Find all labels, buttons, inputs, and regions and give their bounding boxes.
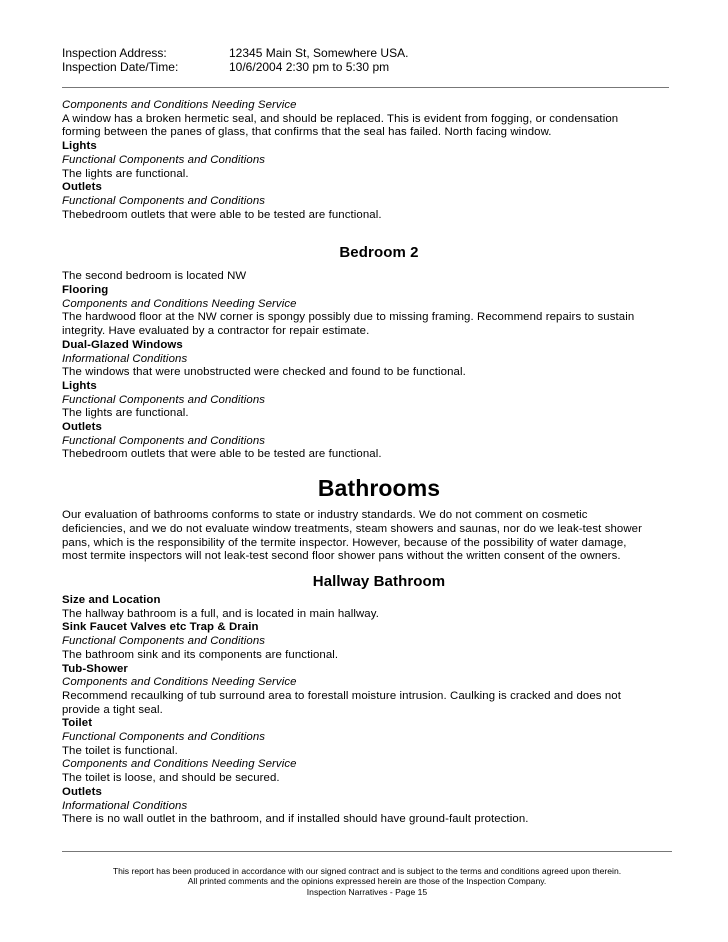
- sink-heading: Sink Faucet Valves etc Trap & Drain: [62, 621, 259, 634]
- size-location-heading: Size and Location: [62, 593, 161, 606]
- toilet-heading: Toilet: [62, 717, 93, 730]
- footer-divider: [62, 851, 672, 852]
- page-footer: [62, 866, 672, 897]
- lights-heading: Lights: [62, 140, 97, 153]
- dual-glazed-windows-heading: Dual-Glazed Windows: [62, 338, 183, 351]
- inspection-date-value: 10/6/2004 2:30 pm to 5:30 pm: [229, 60, 390, 74]
- header-divider: [62, 87, 669, 88]
- flooring-text-line: The hardwood floor at the NW corner is spongy possibly due to missing framing. Recommend repairs to sustain: [62, 311, 635, 324]
- toilet-condition: Functional Components and Conditions: [62, 731, 266, 744]
- bathrooms-intro-line: pans, which is the responsibility of the termite inspector. However, because of the possibility of water damage,: [62, 536, 627, 549]
- lights-condition: Functional Components and Conditions: [62, 393, 266, 406]
- bathrooms-intro-line: Our evaluation of bathrooms conforms to state or industry standards. We do not comment on cosmetic: [62, 509, 588, 522]
- footer-disclaimer-line: This report has been produced in accordance with our signed contract and is subject to the terms and conditions agreed upon therein.: [112, 866, 622, 876]
- outlets-condition: Functional Components and Conditions: [62, 434, 266, 447]
- windows-text-line: A window has a broken hermetic seal, and should be replaced. This is evident from fogging, or condensation: [62, 112, 619, 125]
- windows-condition: Informational Conditions: [62, 352, 188, 365]
- inspection-address-value: 12345 Main St, Somewhere USA.: [229, 46, 409, 60]
- inspection-date-label: Inspection Date/Time:: [62, 60, 179, 74]
- size-location-text: The hallway bathroom is a full, and is located in main hallway.: [62, 607, 379, 620]
- windows-text-line: forming between the panes of glass, that confirms that the seal has failed. North facing window.: [62, 126, 552, 139]
- lights-text: The lights are functional.: [62, 167, 189, 180]
- outlets-text: Thebedroom outlets that were able to be tested are functional.: [62, 448, 382, 461]
- windows-text: The windows that were unobstructed were checked and found to be functional.: [62, 366, 466, 379]
- outlets-heading: Outlets: [62, 785, 102, 798]
- tub-shower-text-line: provide a tight seal.: [62, 703, 163, 716]
- bedroom-2-title: Bedroom 2: [339, 244, 419, 262]
- outlets-heading: Outlets: [62, 421, 102, 434]
- bedroom-2-intro: The second bedroom is located NW: [62, 270, 247, 283]
- tub-shower-condition: Components and Conditions Needing Service: [62, 676, 297, 689]
- outlets-condition: Functional Components and Conditions: [62, 194, 266, 207]
- lights-condition: Functional Components and Conditions: [62, 153, 266, 166]
- toilet-condition: Components and Conditions Needing Service: [62, 758, 297, 771]
- hallway-bathroom-title: Hallway Bathroom: [312, 572, 446, 590]
- bathrooms-intro-line: most termite inspectors will not leak-test second floor shower pans without the written consent of the owners.: [62, 550, 621, 563]
- tub-shower-heading: Tub-Shower: [62, 662, 128, 675]
- bathrooms-intro-line: deficiencies, and we do not evaluate window treatments, steam showers and saunas, nor do we leak-test shower: [62, 522, 643, 535]
- flooring-condition: Components and Conditions Needing Service: [62, 297, 297, 310]
- footer-page-number: Inspection Narratives - Page 15: [306, 886, 428, 897]
- footer-disclaimer-line: All printed comments and the opinions expressed herein are those of the Inspection Company.: [187, 876, 547, 887]
- tub-shower-text-line: Recommend recaulking of tub surround area to forestall moisture intrusion. Caulking is cracked and does not: [62, 689, 622, 702]
- sink-condition: Functional Components and Conditions: [62, 635, 266, 648]
- toilet-text: The toilet is functional.: [62, 744, 178, 757]
- bathrooms-title: Bathrooms: [317, 475, 441, 502]
- flooring-heading: Flooring: [62, 284, 109, 297]
- outlets-text: Thebedroom outlets that were able to be tested are functional.: [62, 208, 382, 221]
- outlets-text: There is no wall outlet in the bathroom, and if installed should have ground-fault protection.: [62, 813, 529, 826]
- windows-condition: Components and Conditions Needing Service: [62, 99, 297, 111]
- sink-text: The bathroom sink and its components are functional.: [62, 648, 339, 661]
- lights-heading: Lights: [62, 379, 97, 392]
- lights-text: The lights are functional.: [62, 407, 189, 420]
- flooring-text-line: integrity. Have evaluated by a contractor for repair estimate.: [62, 325, 370, 338]
- outlets-condition: Informational Conditions: [62, 799, 188, 812]
- inspection-address-label: Inspection Address:: [62, 46, 167, 60]
- report-body: [62, 99, 672, 827]
- toilet-text: The toilet is loose, and should be secured.: [62, 772, 280, 785]
- outlets-heading: Outlets: [62, 181, 102, 194]
